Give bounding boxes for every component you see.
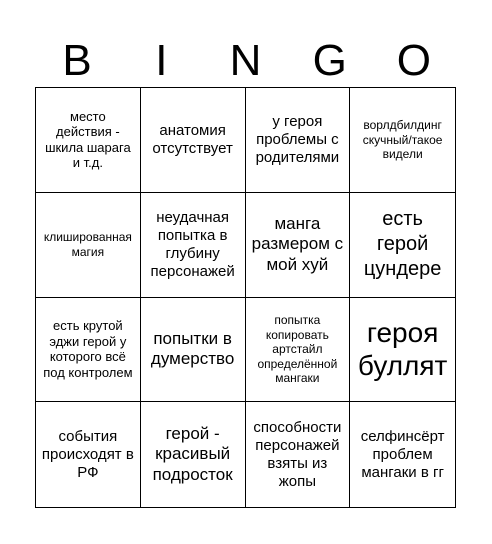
header-letter-i: I <box>155 36 168 85</box>
bingo-cell-r3-c1[interactable]: есть крутой эджи герой у которого всё под контролем <box>36 298 141 403</box>
bingo-cell-r3-c4[interactable]: героя буллят <box>350 298 455 403</box>
bingo-header <box>35 36 456 86</box>
bingo-cell-r2-c3[interactable]: манга размером с мой хуй <box>246 193 351 298</box>
bingo-cell-r3-c2[interactable]: попытки в думерство <box>141 298 246 403</box>
bingo-cell-r1-c3[interactable]: у героя проблемы с родителями <box>246 88 351 193</box>
bingo-cell-r4-c3[interactable]: способности персонажей взяты из жопы <box>246 402 351 507</box>
header-letter-n: N <box>229 36 262 85</box>
header-letter-g: G <box>312 36 347 85</box>
bingo-cell-r2-c1[interactable]: клишированная магия <box>36 193 141 298</box>
bingo-cell-r3-c3[interactable]: попытка копировать артстайл определённой мангаки <box>246 298 351 403</box>
bingo-cell-r1-c4[interactable]: ворлдбилдинг скучный/такое видели <box>350 88 455 193</box>
bingo-cell-r1-c2[interactable]: анатомия отсутствует <box>141 88 246 193</box>
bingo-cell-r4-c2[interactable]: герой - красивый подросток <box>141 402 246 507</box>
header-letter-b: B <box>62 36 92 85</box>
bingo-cell-r2-c4[interactable]: есть герой цундере <box>350 193 455 298</box>
bingo-cell-r1-c1[interactable]: место действия - шкила шарага и т.д. <box>36 88 141 193</box>
bingo-cell-r2-c2[interactable]: неудачная попытка в глубину персонажей <box>141 193 246 298</box>
bingo-cell-r4-c4[interactable]: селфинсёрт проблем мангаки в гг <box>360 427 445 481</box>
bingo-cell-r4-c1[interactable]: события происходят в РФ <box>36 402 141 507</box>
header-letter-o: O <box>396 36 432 85</box>
bingo-grid <box>35 87 456 508</box>
